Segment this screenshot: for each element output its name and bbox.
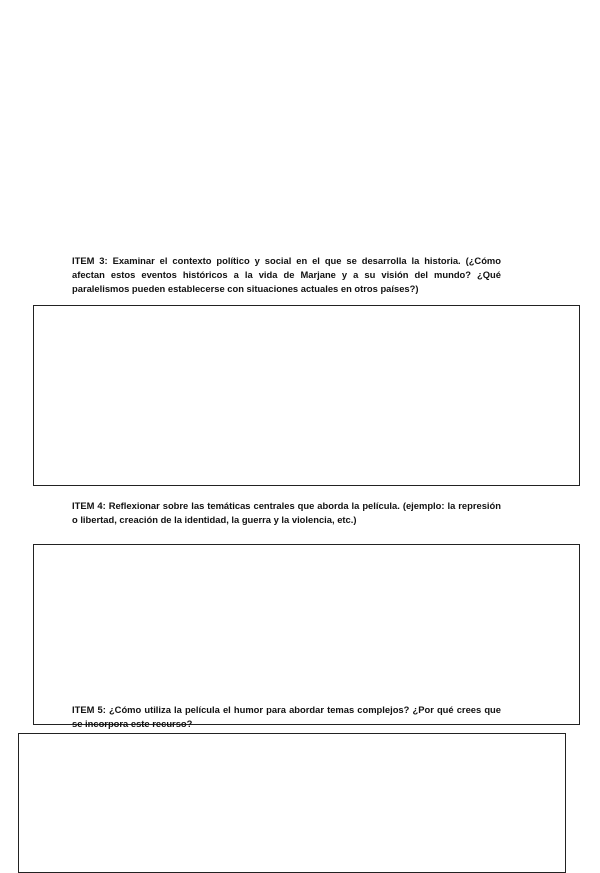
item-3-text: Examinar el contexto político y social en el que se desarrolla la historia. (¿Cómo afectan estos eventos históricos a la vida de Marjane y a su visión del mundo? ¿Qué paralelismos pueden establecerse con situaciones actuales en otros países?) xyxy=(72,255,501,295)
item-4-text: Reflexionar sobre las temáticas centrales que aborda la película. (ejemplo: la represión o libertad, creación de la identidad, la guerra y la violencia, etc.) xyxy=(72,500,501,526)
item-5-answer-box[interactable] xyxy=(18,733,566,873)
item-4-answer-box[interactable] xyxy=(33,544,580,725)
item-3-answer-box[interactable] xyxy=(33,305,580,486)
item-3-label: ITEM 3: xyxy=(72,255,108,266)
item-3-prompt xyxy=(72,254,501,297)
item-4-label: ITEM 4: xyxy=(72,500,106,511)
item-4-prompt xyxy=(72,499,501,527)
item-5-prompt xyxy=(72,703,501,731)
item-5-text: ¿Cómo utiliza la película el humor para abordar temas complejos? ¿Por qué crees que se incorpora este recurso? xyxy=(72,704,501,730)
item-5-label: ITEM 5: xyxy=(72,704,106,715)
